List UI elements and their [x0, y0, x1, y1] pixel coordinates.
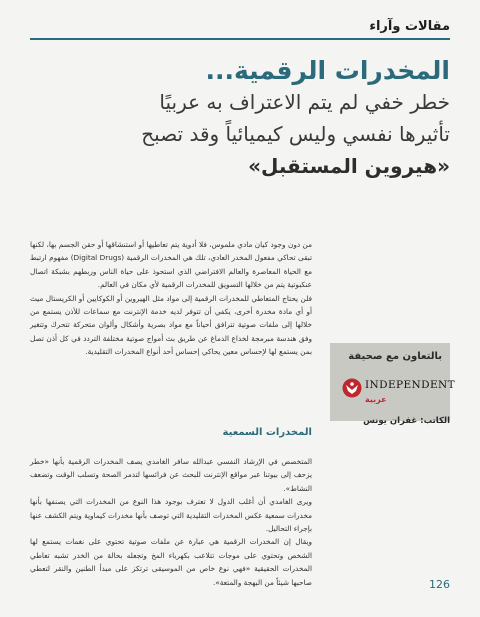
partner-box [330, 343, 456, 421]
section-subheading: المخدرات السمعية [222, 427, 312, 438]
paragraph-4: ويرى الغامدي أن أغلب الدول لا تعترف بوجود هذا النوع من المخدرات التي يصنفها بأنها مخدرات سمعية عكس المخدرات التقليدية التي توصف بأنها مخدرات كيماوية ويتم الكشف عنها بإجراء التحاليل. [30, 497, 312, 534]
section-divider [30, 38, 450, 40]
paragraph-2: فلن يحتاج المتعاطي للمخدرات الرقمية إلى مواد مثل الهيروين أو الكوكايين أو الكريستال ميث أو أي مادة مخدرة أخرى، يكفي أن تتوفر لديه خدمة الإنترنت مع سماعات للأذن يستمع من خلالها إلى ملفات صوتية تترافق أحياناً مع مواد بصرية وأشكال وألوان متحركة تتحرك وتتغير وفق هندسة مبرمجة لخداع الدماغ عن طريق بث أمواج صوتية مختلفة التردد في كل أذن تصل بمن يستمع لها لإحساس معين يحاكي إحساس أحد أنواع المخدرات التقليدية. [30, 293, 312, 357]
partner-logo [334, 369, 456, 413]
logo-arabic: عربية [365, 395, 387, 404]
article-subtitle [30, 86, 450, 182]
paragraph-3: المتخصص في الإرشاد النفسي عبدالله سافر الغامدي يصف المخدرات الرقمية بأنها «خطر يزحف إلى بيوتنا عبر مواقع الإنترنت للبحث عن فرائسها لتدمر الصحة وتسلب الوقت وتضعف النشاط». [30, 457, 312, 493]
eagle-icon [342, 377, 362, 399]
subtitle-line-3: «هيروين المستقبل» [248, 154, 450, 178]
body-column-bottom [30, 455, 312, 589]
logo-wordmark: INDEPENDENT [365, 379, 456, 391]
body-column-top [30, 238, 312, 359]
partner-title: بالتعاون مع صحيفة [348, 351, 442, 362]
article-title: المخدرات الرقمية... [205, 56, 450, 85]
paragraph-5: ويقال إن المخدرات الرقمية هي عبارة عن ملفات صوتية تحتوي على نغمات يستمع لها الشخص وتحتوي على موجات تتلاعب بكهرباء المخ وتجعله بحالة من الخدر تشبه تعاطي المخدرات الحقيقية «فهي نوع خاص من الموسيقى ترتكز على مبدأ الطنين والنقر لتعطي صاحبها شيئاً من البهجة والمتعة». [30, 537, 312, 587]
subtitle-line-2: تأثيرها نفسي وليس كيميائياً وقد تصبح [141, 122, 450, 146]
paragraph-1: من دون وجود كيان مادي ملموس، فلا أدوية يتم تعاطيها أو استنشاقها أو حقن الجسم بها، لكنها تبقى تحاكي مفعول المخدر العادي، تلك هي المخدرات الرقمية (Digital Drugs) مفهوم ارتبط مع الحياة المعاصرة والعالم الافتراضي الذي استحوذ على حياة الناس وربطهم بشبكة اتصال عنكبوتية يتم من خلالها التسويق للمخدرات الرقمية لأي مكان في العالم. [30, 240, 312, 290]
subtitle-line-1: خطر خفي لم يتم الاعتراف به عربيًا [159, 90, 450, 114]
page-number: 126 [429, 578, 450, 591]
section-label: مقالات وآراء [369, 19, 450, 34]
author-byline: الكاتب: غفران يونس [363, 416, 450, 426]
